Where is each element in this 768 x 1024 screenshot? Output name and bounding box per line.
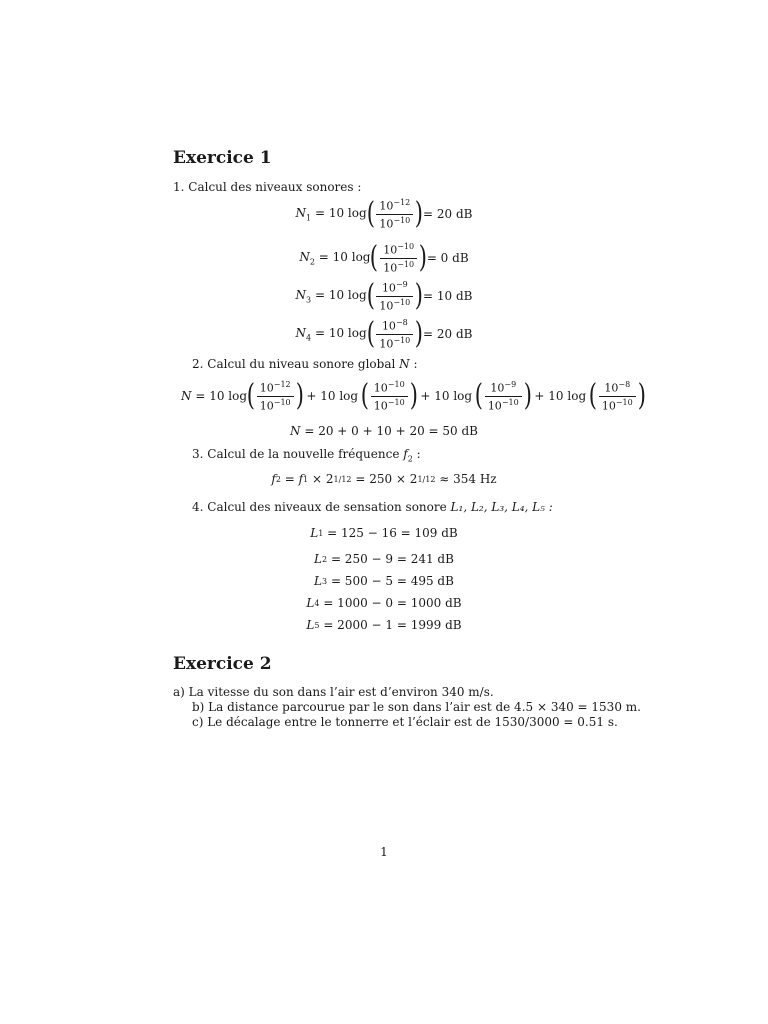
fraction: $\frac{10^{-9}}{10^{-10}}$ (376, 280, 413, 312)
level-l3: L 3 = 500 − 5 = 495 dB (314, 574, 454, 588)
question-4: 4. Calcul des niveaux de sensation sonore L₁, L₂, L₃, L₄, L₅ : (192, 500, 553, 514)
level-l5: L 5 = 2000 − 1 = 1999 dB (306, 618, 462, 632)
level-l4: L 4 = 1000 − 0 = 1000 dB (306, 596, 462, 610)
frequency-equation: f 2 = f 1 × 2 1/12 = 250 × 2 1/12 ≈ 354 Hz (271, 472, 497, 486)
eq-rhs: = 20 dB (423, 327, 473, 342)
question-1: 1. Calcul des niveaux sonores : (173, 180, 362, 194)
eq-rhs: = 10 dB (423, 289, 473, 304)
eq-lhs: N (295, 205, 307, 220)
eq-lhs-sub: 1 (306, 213, 312, 223)
equation-n2: $N_2 = 10$ log ( $\frac{10^{-10}}{10^{-10}}$ ) = 0 dB (299, 240, 469, 276)
exercise-2-title: Exercice 2 (173, 654, 272, 674)
equation-n3: $N_3 = 10$ log ( $\frac{10^{-9}}{10^{-10}}$ ) = 10 dB (295, 278, 473, 314)
fraction: $\frac{10^{-8}}{10^{-10}}$ (376, 318, 413, 350)
fraction: $\frac{10^{-10}}{10^{-10}}$ (380, 242, 417, 274)
eq-rhs: = 0 dB (426, 251, 469, 266)
eq-rhs: = 20 dB (423, 207, 473, 222)
global-level-result: N = 20 + 0 + 10 + 20 = 50 dB (290, 424, 478, 438)
answer-c: c) Le décalage entre le tonnerre et l’éclair est de 1530/3000 = 0.51 s. (192, 715, 618, 729)
fraction: $\frac{10^{-12}}{10^{-10}}$ (376, 198, 413, 230)
equation-n4: $N_4 = 10$ log ( $\frac{10^{-8}}{10^{-10}}$ ) = 20 dB (295, 316, 473, 352)
page-number: 1 (380, 845, 388, 859)
answer-a: a) La vitesse du son dans l’air est d’environ 340 m/s. (173, 685, 494, 699)
level-l1: L 1 = 125 − 16 = 109 dB (310, 526, 458, 540)
equation-n1: $N_1 = 10$ log ( $\frac{10^{-12}}{10^{-10}}$ ) = 20 dB (295, 196, 473, 232)
answer-b: b) La distance parcourue par le son dans l’air est de 4.5 × 340 = 1530 m. (192, 700, 641, 714)
level-l2: L 2 = 250 − 9 = 241 dB (314, 552, 454, 566)
exercise-1-title: Exercice 1 (173, 148, 272, 168)
global-level-equation: N = 10 log ( $\frac{10^{-12}}{10^{-10}}$ ) + 10 log ( $\frac{10^{-10}}{10^{-10}}$ ) + 10 log ( $\frac{10^{-9}}{10^{-10}}$ ) + 10 log ( $\frac{10^{-8}}{10^{-10}}$ ) (181, 378, 646, 414)
eq-coef: = 10 log (314, 205, 367, 220)
question-3: 3. Calcul de la nouvelle fréquence $f_2$ : (192, 447, 421, 464)
question-2: 2. Calcul du niveau sonore global N : (192, 357, 418, 371)
